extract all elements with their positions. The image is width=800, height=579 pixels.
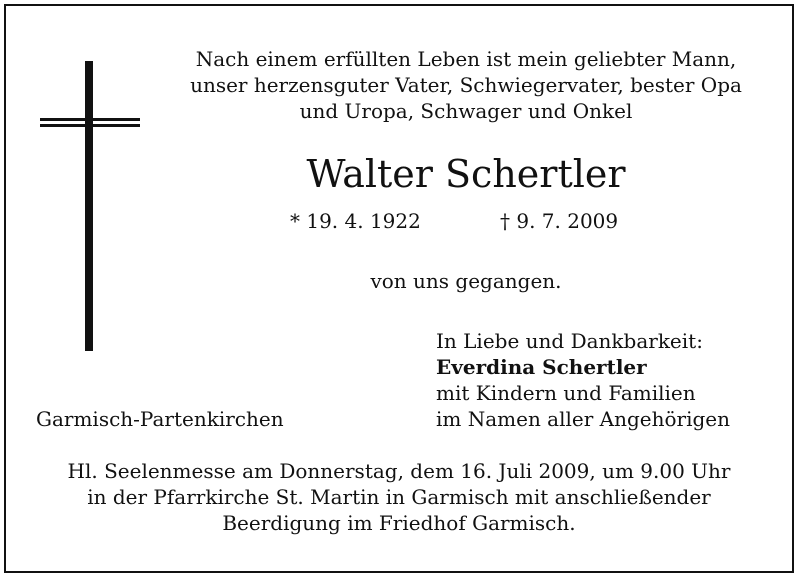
- service-line-3: Beerdigung im Friedhof Garmisch.: [222, 511, 576, 535]
- cross-horizontal-bar-bottom: [40, 124, 140, 127]
- obituary-notice: [4, 4, 794, 573]
- mourners-family-line: mit Kindern und Familien: [436, 381, 696, 405]
- service-line-2: in der Pfarrkirche St. Martin in Garmisch mit anschließender: [87, 485, 711, 509]
- cross-vertical-bar: [85, 61, 93, 351]
- service-line-1: Hl. Seelenmesse am Donnerstag, dem 16. Juli 2009, um 9.00 Uhr: [67, 459, 731, 483]
- birth-date: * 19. 4. 1922: [290, 209, 421, 233]
- death-date: † 9. 7. 2009: [500, 209, 619, 233]
- location: Garmisch-Partenkirchen: [36, 407, 284, 431]
- mourners-intro: In Liebe und Dankbarkeit:: [436, 329, 703, 353]
- passed-away-text: von uns gegangen.: [370, 269, 562, 293]
- intro-line-2: unser herzensguter Vater, Schwiegervater, bester Opa: [190, 73, 742, 97]
- intro-line-3: und Uropa, Schwager und Onkel: [299, 99, 633, 123]
- intro-line-1: Nach einem erfüllten Leben ist mein geliebter Mann,: [195, 47, 737, 71]
- cross-horizontal-bar-top: [40, 118, 140, 121]
- deceased-name: Walter Schertler: [306, 152, 626, 196]
- mourner-name: Everdina Schertler: [436, 355, 647, 379]
- mourners-relatives-line: im Namen aller Angehörigen: [436, 407, 731, 431]
